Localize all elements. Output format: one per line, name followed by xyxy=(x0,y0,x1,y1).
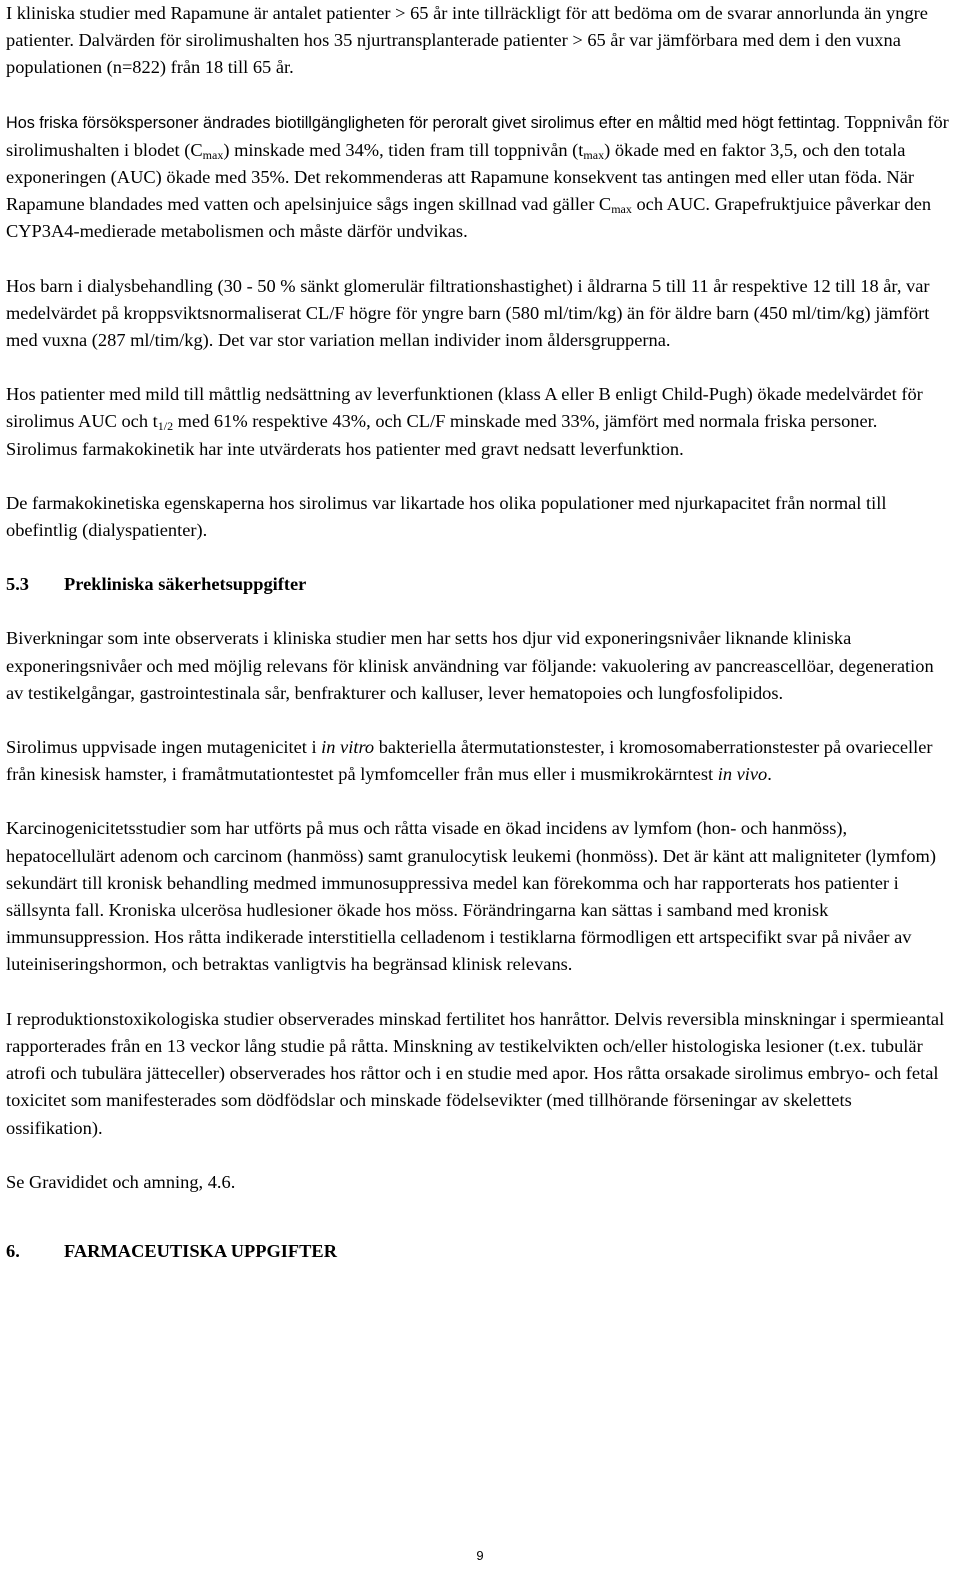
paragraph-food-effect: Hos friska försökspersoner ändrades biotillgängligheten för peroralt givet sirolimus efter en måltid med högt fettintag. Toppnivån för sirolimushalten i blodet $(C_{max})$ minskade med 34%, tiden fram till toppnivån $(t_{max})$ ökade med en faktor 3,5, och den totala exponeringen (AUC) ökade med 35%. Det rekommenderas att Rapamune konsekvent tas antingen med eller utan föda. När Rapamune blandades med vatten och apelsinjuice sågs ingen skillnad vad gäller $C_{max}$ och AUC. Grapefruktjuice påverkar den CYP3A4-medierade metabolismen och måste därför undvikas. xyxy=(6,111,949,242)
paragraph-carcinogenicity: Karcinogenicitetsstudier som har utförts på mus och råtta visade en ökad incidens av lymfom (hon- och hanmöss), hepatocellulärt adenom och carcinom (hanmöss) samt granulocytisk leukemi (honmöss). Det är känt att maligniteter (lymfom) sekundärt till kronisk behandling medmed immunosuppressiva medel kan förekomma och har rapporterats hos patienter i sällsynta fall. Kroniska ulcerösa hudlesioner ökade hos möss. Förändringarna kan sättas i samband med kronisk immunsuppression. Hos råtta indikerade interstitiella celladenom i testiklarna förmodligen ett artspecifikt svar på nivåer av luteiniseringshormon, och betraktas vanligtvis ha begränsad klinisk relevans. xyxy=(6,818,936,975)
page-number: 9 xyxy=(476,1548,484,1563)
section-title: FARMACEUTISKA UPPGIFTER xyxy=(64,1240,337,1261)
paragraph-renal-capacity: De farmakokinetiska egenskaperna hos sirolimus var likartade hos olika populationer med njurkapacitet från normal till obefintlig (dialyspatienter). xyxy=(6,492,887,541)
paragraph-children-dialysis: Hos barn i dialysbehandling (30 - 50 % sänkt glomerulär filtrationshastighet) i åldrarna 5 till 11 år respektive 12 till 18 år, var medelvärdet på kroppsviktsnormaliserat CL/F högre för yngre barn (580 ml/tim/kg) än för äldre barn (450 ml/tim/kg) jämfört med vuxna (287 ml/tim/kg). Det var stor variation mellan individer inom åldersgrupperna. xyxy=(6,275,930,351)
paragraph-adverse-animal: Biverkningar som inte observerats i kliniska studier men har setts hos djur vid exponeringsnivåer liknande kliniska exponeringsnivåer och med möjlig relevans för klinisk användning var följande: vakuolering av pancreascellöar, degeneration av testikelgångar, gastrointestinala sår, benfrakturer och kalluser, lever hematopoies och lungfosfolipidos. xyxy=(6,628,934,703)
section-heading-5-3 xyxy=(6,571,950,598)
paragraph-mutagenicity: Sirolimus uppvisade ingen mutagenicitet i in vitro bakteriella återmutationstester, i kromosomaberrationstester på ovarieceller från kinesisk hamster, i framåtmutationtestet på lymfomceller från mus eller i musmikrokärntest in vivo. xyxy=(6,737,933,785)
section-heading-6 xyxy=(6,1238,950,1265)
paragraph-cross-reference: Se Gravididet och amning, 4.6. xyxy=(6,1171,236,1192)
document-page xyxy=(6,0,950,1292)
section-number: 5.3 xyxy=(6,574,29,595)
paragraph-reproduction: I reproduktionstoxikologiska studier observerades minskad fertilitet hos hanråttor. Delvis reversibla minskningar i spermieantal rapporterades från en 13 veckor lång studie på råtta. Minskning av testikelvikten och/eller histologiska lesioner (t.ex. tubulär atrofi och tubulära jätteceller) observerades hos råttor och i en studie med apor. Hos råtta orsakade sirolimus embryo- och fetal toxicitet som manifesterades som dödfödslar och minskade födelsevikter (med tillhörande förseningar av skelettets ossifikation). xyxy=(6,1008,945,1138)
paragraph-hepatic-impairment: Hos patienter med mild till måttlig nedsättning av leverfunktionen (klass A eller B enligt Child-Pugh) ökade medelvärdet för sirolimus AUC och $t_{1/2}$ med 61% respektive 43%, och CL/F minskade med 33%, jämfört med normala friska personer. Sirolimus farmakokinetik har inte utvärderats hos patienter med gravt nedsatt leverfunktion. xyxy=(6,384,923,459)
paragraph-food-effect-lead: Hos friska försökspersoner ändrades biotillgängligheten för peroralt givet sirolimus efter en måltid med högt fettintag. xyxy=(6,113,841,132)
paragraph-elderly-patients: I kliniska studier med Rapamune är antalet patienter > 65 år inte tillräckligt för att bedöma om de svarar annorlunda än yngre patienter. Dalvärden för sirolimushalten hos 35 njurtransplanterade patienter > 65 år var jämförbara med dem i den vuxna populationen (n=822) från 18 till 65 år. xyxy=(6,3,928,78)
section-number: 6. xyxy=(6,1240,20,1261)
section-title: Prekliniska säkerhetsuppgifter xyxy=(64,574,307,595)
